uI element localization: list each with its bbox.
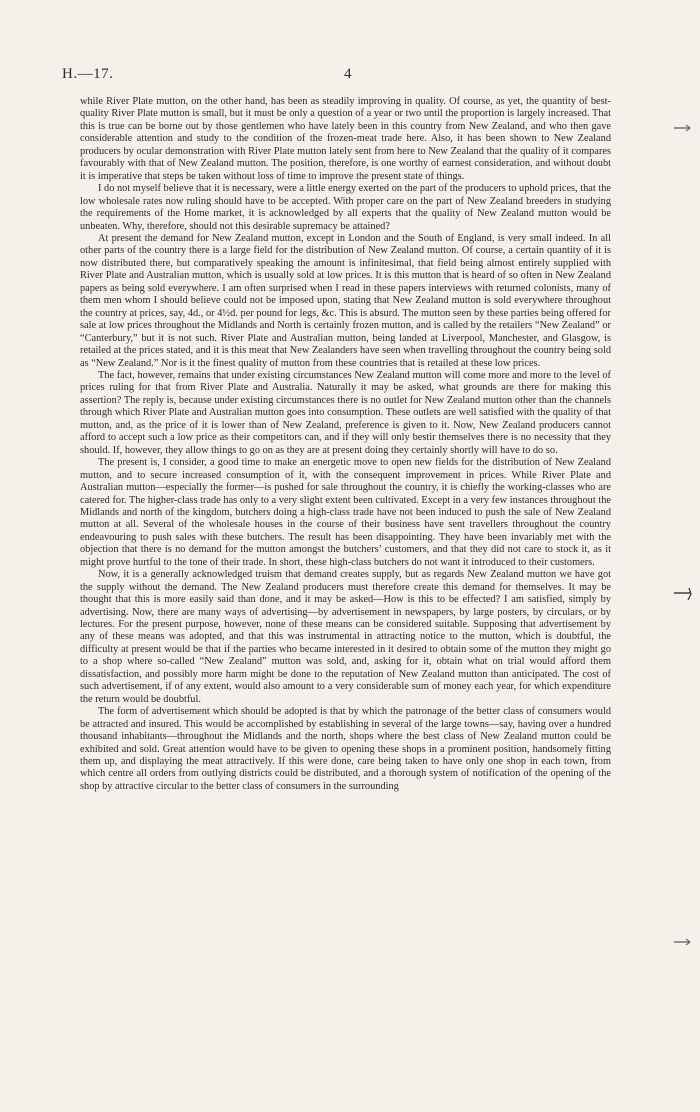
paragraph: The present is, I consider, a good time to make an energetic move to open new fields for the distribution of New Zealand mutton, and to secure increased consumption of it, with the consequent improvement in prices. While River Plate and Australian mutton—especially the former—is pushed for sale throughout the country, it is chiefly the working-classes who are catered for. The higher-class trade has only to a very slight extent been cultivated. Except in a very few instances throughout the Midlands and north of the kingdom, butchers doing a high-class trade have not been induced to push the sale of New Zealand mutton at all. Several of the wholesale houses in the course of their business have sent travellers throughout the country endeavouring to push sales with these butchers. The result has been disappointing. They have been invariably met with the objection that there is no demand for the mutton amongst the butchers’ customers, and that they did not care to stock it, as it might prove hurtful to the tone of their trade. In short, these high-class butchers do not want it introduced to their customers. xyxy=(80,457,611,568)
paragraph: Now, it is a generally acknowledged truism that demand creates supply, but as regards New Zealand mutton we have got the supply without the demand. The New Zealand producers must therefore create this demand for themselves. It may be thought that this is more easily said than done, and it may be asked—How is this to be effected? I am satisfied, simply by advertising. Now, there are many ways of advertising—by advertisement in newspapers, by large posters, by circulars, or by lectures. For the present purpose, however, none of these means can be considered suitable. Supposing that advertisement by any of these means was adopted, and that this was instrumental in attracting notice to the mutton, which is doubtful, the difficulty at present would be that if the parties who became interested in it desired to obtain some of the mutton they might go to a shop where so-called “New Zealand” mutton was sold, and, asking for it, obtain what on trial would afford them dissatisfaction, and possibly more harm might be done to the reputation of New Zealand mutton than anticipated. The cost of such advertisement, if of any extent, would also amount to a very considerable sum of money each year, for which expenditure the return would be doubtful. xyxy=(80,569,611,705)
paragraph: The form of advertisement which should be adopted is that by which the patronage of the better class of consumers would be attracted and insured. This would be accomplished by establishing in several of the large towns—say, having over a hundred thousand inhabitants—throughout the Midlands and the north, shops where the best class of New Zealand mutton could be exhibited and sold. Great attention would have to be given to opening these shops in a prominent position, handsomely fitting them up, and displaying the meat attractively. If this were done, care being taken to have only one shop in each town, from which centre all orders from outlying districts could be distributed, and a thorough system of notification of the opening of the shop by attractive circular to the better class of consumers in the surrounding xyxy=(80,706,611,792)
document-reference: H.—17. xyxy=(62,66,114,82)
paragraph: At present the demand for New Zealand mutton, except in London and the South of England, is very small indeed. In all other parts of the country there is a large field for the distribution of New Zealand mutton. Of course, a certain quantity of it is now distributed there, but comparatively speaking the amount is infinitesimal, that field being almost entirely supplied with River Plate and Australian mutton, which is usually sold at low prices. It is this mutton that is heard of so often in New Zealand papers as being sold everywhere. I am often surprised when I read in these papers interviews with returned colonists, many of them men whom I should believe could not be imposed upon, stating that New Zealand mutton is sold everywhere throughout the country at prices, say, 4d., or 4½d. per pound for legs, &c. This is absurd. The mutton seen by these parties being offered for sale at low prices throughout the Midlands and North is certainly frozen mutton, and is called by the retailers “New Zealand” or “Canterbury,” but it is not such. River Plate and Australian mutton, being landed at Liverpool, Manchester, and Glasgow, is retailed at the prices stated, and it is this meat that New Zealanders have seen when travelling throughout the country being sold as “New Zealand.” Nor is it the finest quality of mutton from these countries that is retailed at these low prices. xyxy=(80,232,611,369)
paragraph: I do not myself believe that it is necessary, were a little energy exerted on the part of the producers to uphold prices, that the low wholesale rates now ruling should have to be accepted. With proper care on the part of New Zealand breeders in studying the requirements of the Home market, it is acknowledged by all experts that the quality of New Zealand mutton would be unbeaten. Why, therefore, should not this desirable supremacy be attained? xyxy=(80,183,611,232)
page-number: 4 xyxy=(344,66,352,82)
body-text xyxy=(80,96,611,793)
margin-mark-icon xyxy=(672,936,692,950)
margin-mark-icon xyxy=(672,122,692,136)
paragraph: The fact, however, remains that under existing circumstances New Zealand mutton will come more and more to the level of prices ruling for that from River Plate and Australia. Naturally it may be asked, what grounds are there for making this assertion? The reply is, because under existing circumstances there is no outlet for New Zealand mutton other than the channels through which River Plate and Australian mutton goes into consumption. These outlets are well satisfied with the quality of that mutton, and, as the price of it is lower than of New Zealand, preference is given to it. Now, New Zealand producers cannot afford to accept such a low price as their competitors can, and if they will only bestir themselves there is no necessity that they should. If, however, they allow things to go on as they are at present doing they certainly shortly will have to do so. xyxy=(80,369,611,456)
page-header xyxy=(62,66,682,86)
margin-mark-icon xyxy=(672,586,694,602)
paragraph: while River Plate mutton, on the other hand, has been as steadily improving in quality. Of course, as yet, the quantity of best-quality River Plate mutton is small, but it must be only a question of a year or two until the proportion is largely increased. That this is true can be borne out by those gentlemen who have lately been in this country from New Zealand, and who then gave considerable attention and study to the condition of the frozen-meat trade here. Also, it has been shown to New Zealand producers by ocular demonstration with River Plate mutton lately sent from here to New Zealand that the quality of it compares favourably with that of New Zealand mutton. The position, therefore, is one worthy of earnest consideration, and without doubt it is imperative that steps be taken without loss of time to improve the present state of things. xyxy=(80,96,611,182)
